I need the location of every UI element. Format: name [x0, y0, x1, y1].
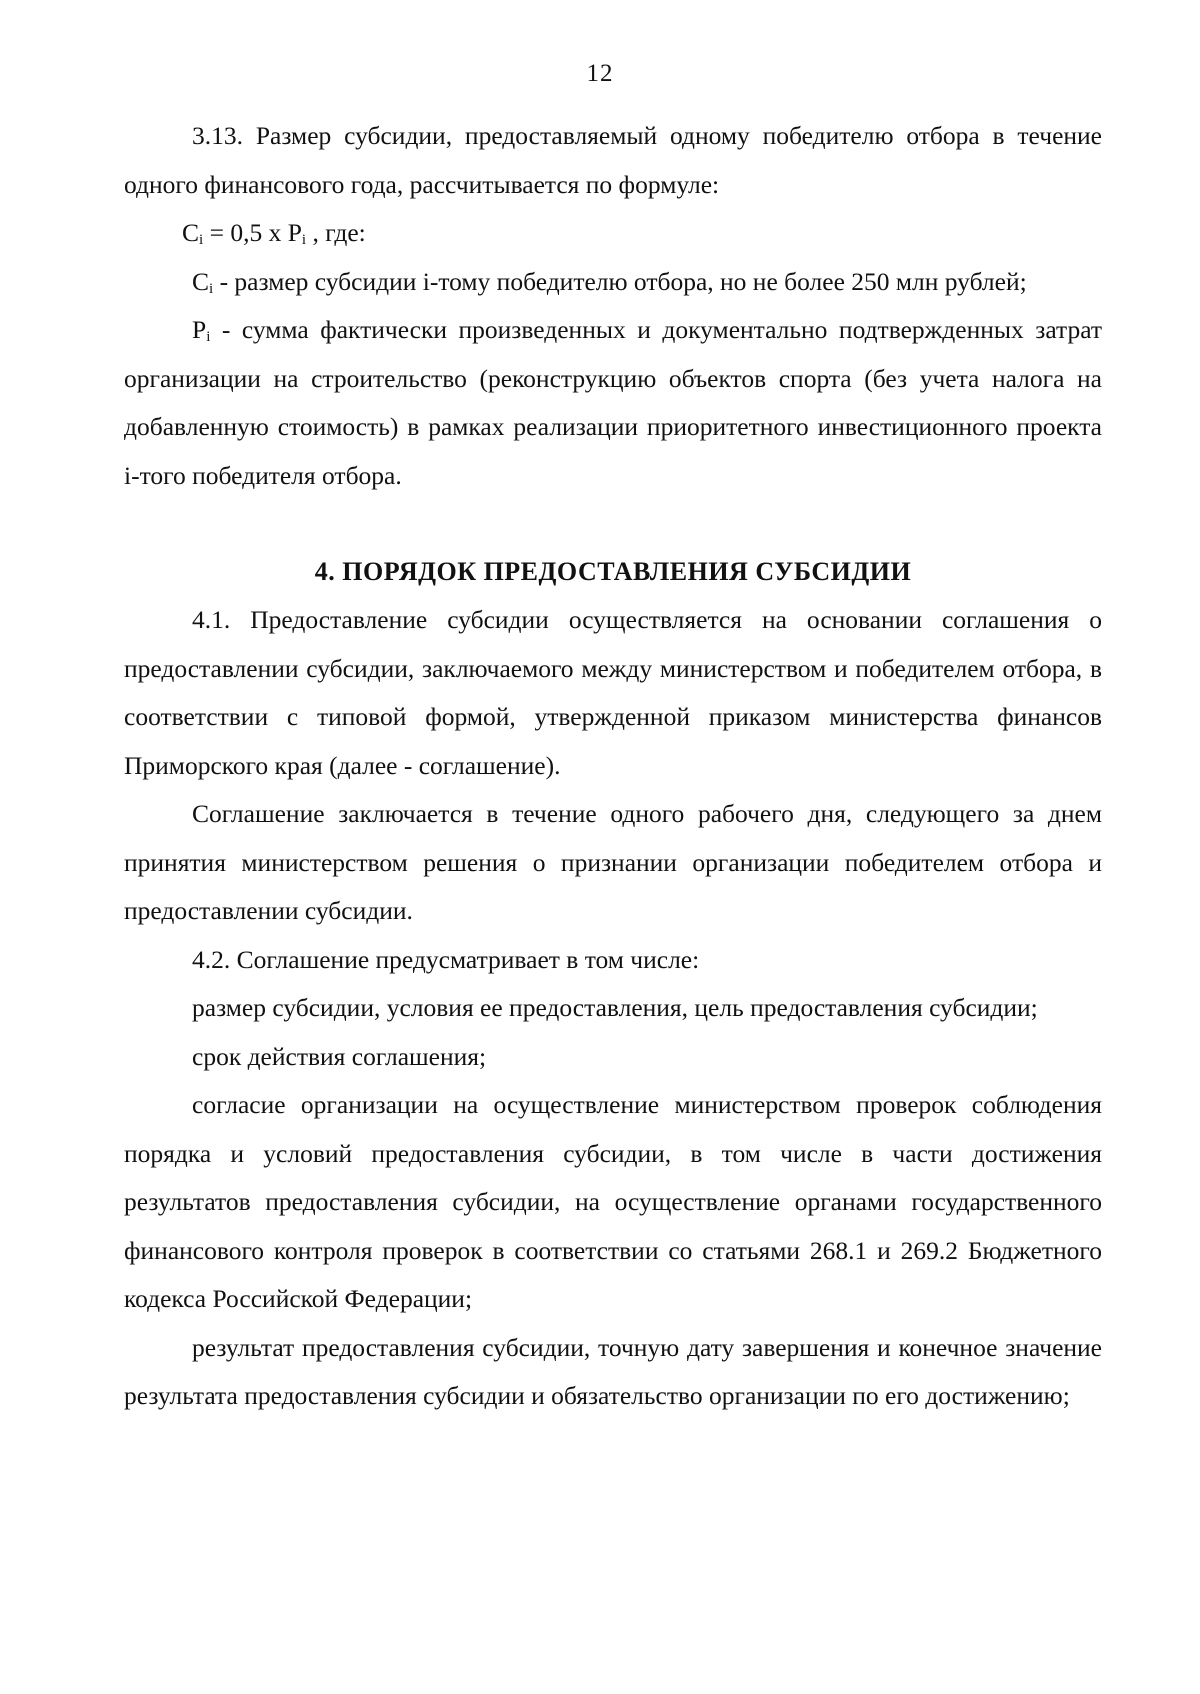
paragraph-4-1: 4.1. Предоставление субсидии осуществляется на основании соглашения о предоставлении субсидии, заключаемого между министерством и победителем отбора, в соответствии с типовой формой, утвержденной приказом министерства финансов Приморского края (далее - соглашение).	[124, 605, 1102, 780]
paragraph-agreement: Соглашение заключается в течение одного рабочего дня, следующего за днем принятия министерством решения о признании организации победителем отбора и предоставлении субсидии.	[124, 799, 1102, 925]
paragraph-3-13: 3.13. Размер субсидии, предоставляемый одному победителю отбора в течение одного финансового года, рассчитывается по формуле:	[124, 121, 1102, 199]
section-spacer	[124, 500, 1102, 548]
subsidy-formula	[124, 209, 1102, 258]
ci-symbol: C	[192, 266, 210, 296]
ci-sub: i	[209, 280, 214, 297]
formula-c: C	[182, 218, 200, 247]
list-item-term: срок действия соглашения;	[192, 1041, 487, 1071]
definition-pi	[124, 306, 1102, 500]
pi-symbol: P	[192, 315, 207, 344]
list-item-consent: согласие организации на осуществление министерством проверок соблюдения порядка и условий предоставления субсидии, в том числе в части достижения результатов предоставления субсидии, на осуществление органами государственного финансового контроля проверок в соответствии со статьями 268.1 и 269.2 Бюджетного кодекса Российской Федерации;	[124, 1090, 1102, 1313]
ci-text: - размер субсидии i-тому победителю отбора, но не более 250 млн рублей;	[213, 266, 1027, 296]
formula-tail: , где:	[306, 218, 366, 247]
formula-p-sub: i	[301, 232, 307, 248]
list-item-result: результат предоставления субсидии, точную дату завершения и конечное значение результата предоставления субсидии и обязательство организации по его достижению;	[124, 1332, 1102, 1410]
pi-text: - сумма фактически произведенных и документально подтвержденных затрат организации на строительство (реконструкцию объектов спорта (без учета налога на добавленную стоимость) в рамках реализации приоритетного инвестиционного проекта i-того победителя отбора.	[124, 315, 1102, 490]
definition-ci	[124, 258, 1102, 307]
paragraph-4-2: 4.2. Соглашение предусматривает в том числе:	[192, 944, 700, 974]
pi-sub: i	[206, 329, 211, 345]
page-number: 12	[586, 60, 614, 87]
section-4-heading: 4. ПОРЯДОК ПРЕДОСТАВЛЕНИЯ СУБСИДИИ	[314, 557, 912, 586]
document-body	[124, 112, 1102, 1421]
list-item-subsidy-size: размер субсидии, условия ее предоставления, цель предоставления субсидии;	[192, 993, 1038, 1022]
formula-c-sub: i	[199, 232, 204, 248]
formula-mid: = 0,5 x P	[203, 218, 302, 247]
